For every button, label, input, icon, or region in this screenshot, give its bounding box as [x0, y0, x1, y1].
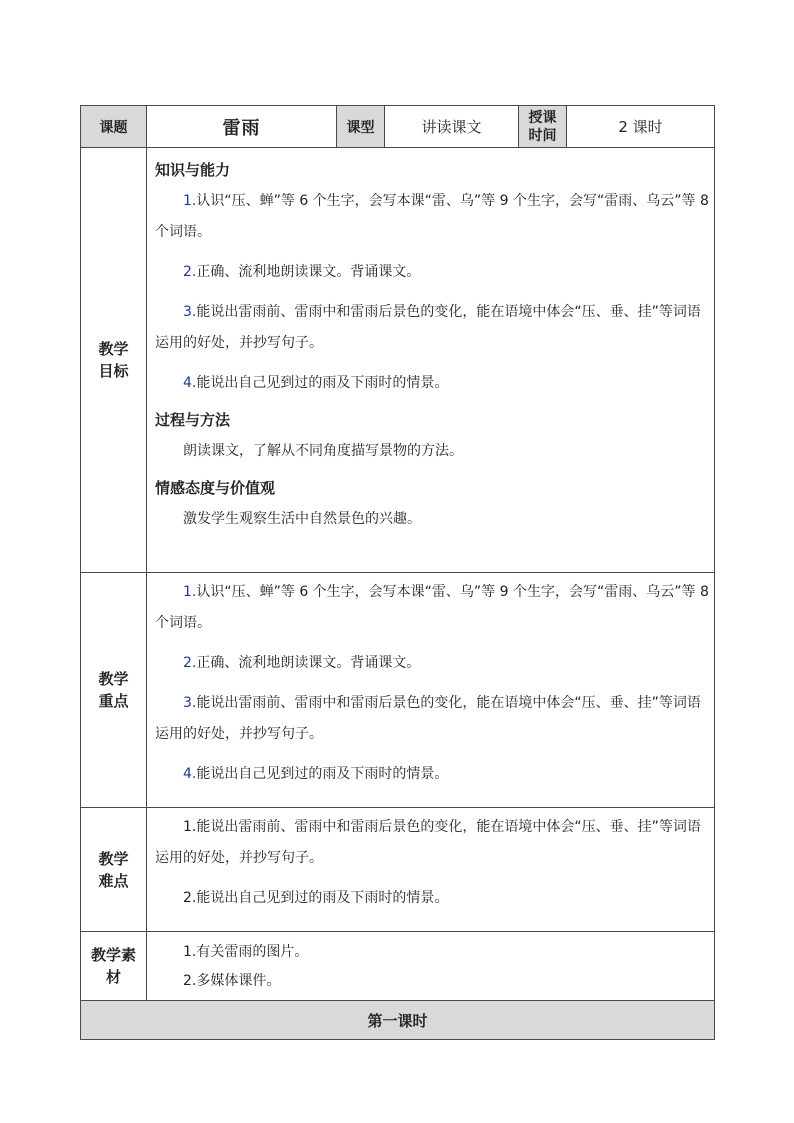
key-point-item	[155, 688, 714, 750]
goal-item	[155, 297, 714, 359]
key-point-item	[155, 648, 714, 679]
goal-item	[155, 186, 714, 248]
goal-item-text: 能说出自己见到过的雨及下雨时的情景。	[196, 375, 449, 391]
time-value: 2 课时	[567, 106, 715, 148]
goal-item-number: 2.	[183, 264, 197, 280]
key-points-label-line1: 教学	[98, 670, 129, 688]
subject-value: 雷雨	[147, 106, 337, 148]
key-point-item	[155, 577, 714, 639]
materials-label-line1: 教学素	[90, 946, 136, 964]
goals-content	[147, 148, 715, 573]
difficulties-row	[81, 808, 715, 932]
goals-row	[81, 148, 715, 573]
process-method-title: 过程与方法	[155, 411, 231, 429]
session-row	[81, 1001, 715, 1040]
knowledge-ability-title: 知识与能力	[155, 161, 231, 179]
goal-item-number: 4.	[183, 375, 197, 391]
emotion-values-title: 情感态度与价值观	[155, 479, 276, 497]
material-item: 1.有关雷雨的图片。	[183, 944, 309, 960]
session-title: 第一课时	[81, 1001, 715, 1040]
goal-item-number: 3.	[183, 304, 197, 320]
header-row	[81, 106, 715, 148]
difficulty-item	[155, 812, 714, 874]
key-points-label-line2: 重点	[98, 692, 129, 710]
key-point-number: 3.	[183, 695, 197, 711]
materials-content	[147, 932, 715, 1001]
key-point-text: 认识“压、蝉”等 6 个生字，会写本课“雷、乌”等 9 个生字，会写“雷雨、乌云”等 8 个词语。	[155, 584, 709, 631]
difficulties-label	[81, 808, 147, 932]
difficulty-item	[155, 883, 714, 914]
subject-label: 课题	[81, 106, 147, 148]
time-label	[519, 106, 567, 148]
difficulties-label-line2: 难点	[98, 871, 129, 890]
emotion-values-text: 激发学生观察生活中自然景色的兴趣。	[183, 511, 421, 527]
goals-label-line2: 目标	[98, 362, 129, 380]
materials-row	[81, 932, 715, 1001]
difficulty-text: 能说出雷雨前、雷雨中和雷雨后景色的变化，能在语境中体会“压、垂、挂”等词语运用的好处，并抄写句子。	[155, 819, 701, 866]
difficulties-content	[147, 808, 715, 932]
difficulty-number: 2.	[183, 890, 197, 906]
key-points-content	[147, 573, 715, 808]
difficulty-text: 能说出自己见到过的雨及下雨时的情景。	[196, 890, 449, 906]
difficulties-label-line1: 教学	[98, 849, 129, 868]
material-item: 2.多媒体课件。	[183, 973, 281, 989]
goal-item-text: 认识“压、蝉”等 6 个生字，会写本课“雷、乌”等 9 个生字，会写“雷雨、乌云”等 8 个词语。	[155, 193, 709, 240]
goal-item	[155, 257, 714, 288]
key-points-label	[81, 573, 147, 808]
key-point-number: 2.	[183, 655, 197, 671]
key-point-number: 1.	[183, 584, 197, 600]
type-label: 课型	[337, 106, 385, 148]
goal-item-number: 1.	[183, 193, 197, 209]
lesson-plan-table	[80, 105, 715, 1040]
key-point-text: 能说出自己见到过的雨及下雨时的情景。	[196, 766, 449, 782]
time-label-line1: 授课	[528, 109, 557, 126]
goal-item-text: 正确、流利地朗读课文。背诵课文。	[196, 264, 421, 280]
type-value: 讲读课文	[385, 106, 519, 148]
key-point-text: 正确、流利地朗读课文。背诵课文。	[196, 655, 421, 671]
goals-label	[81, 148, 147, 573]
process-method-text: 朗读课文，了解从不同角度描写景物的方法。	[183, 443, 463, 459]
goal-item	[155, 368, 714, 399]
goal-item-text: 能说出雷雨前、雷雨中和雷雨后景色的变化，能在语境中体会“压、垂、挂”等词语运用的好处，并抄写句子。	[155, 304, 701, 351]
key-point-number: 4.	[183, 766, 197, 782]
materials-label-line2: 材	[105, 968, 121, 986]
key-points-row	[81, 573, 715, 808]
materials-label	[81, 932, 147, 1001]
key-point-item	[155, 759, 714, 790]
difficulty-number: 1.	[183, 819, 197, 835]
time-label-line2: 时间	[528, 127, 557, 144]
key-point-text: 能说出雷雨前、雷雨中和雷雨后景色的变化，能在语境中体会“压、垂、挂”等词语运用的好处，并抄写句子。	[155, 695, 701, 742]
goals-label-line1: 教学	[98, 340, 129, 358]
